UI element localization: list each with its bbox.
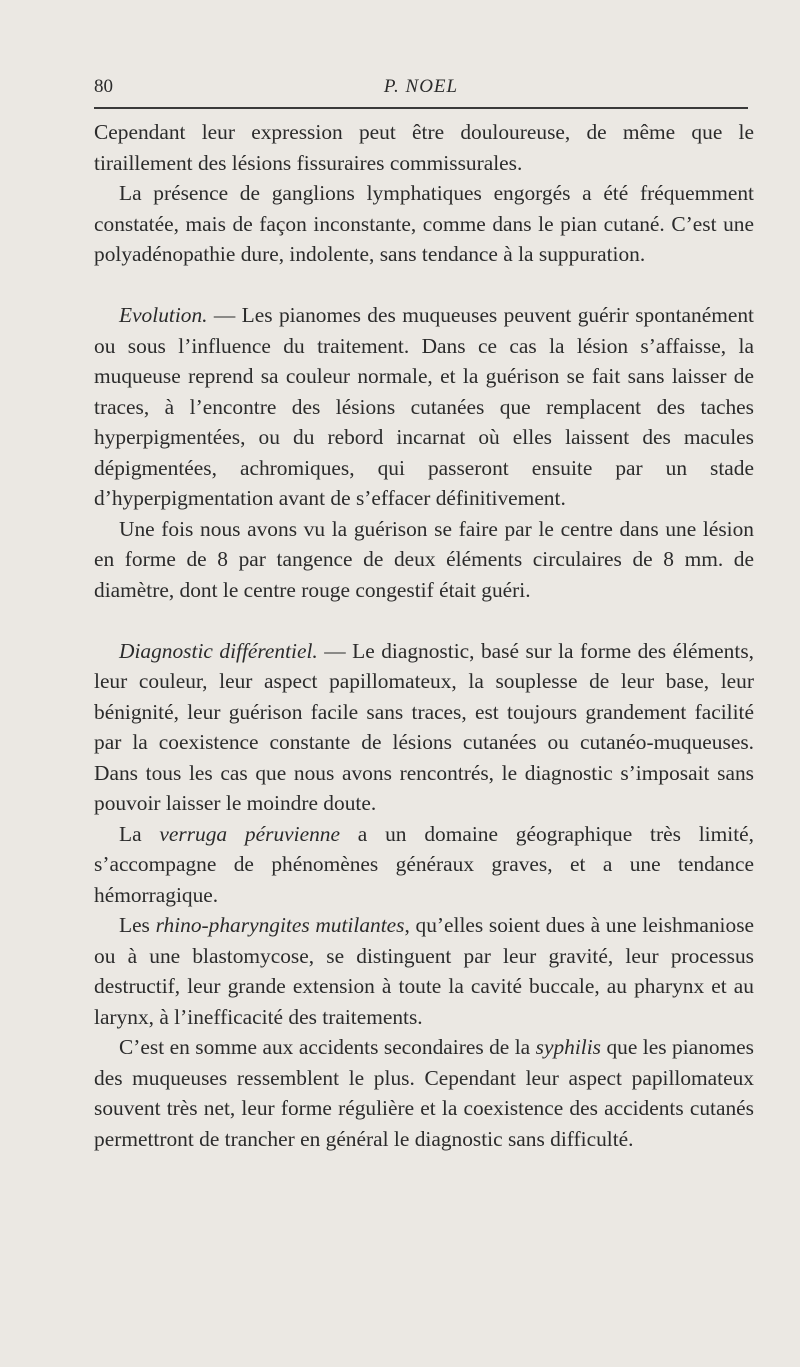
running-head	[94, 74, 748, 104]
text-span: Les	[119, 913, 156, 937]
body-text	[94, 117, 754, 1154]
text-span: C’est en somme aux accidents secondaires de la	[119, 1035, 536, 1059]
paragraph-evolution-text: — Les pianomes des muqueuses peuvent guérir spontanément ou sous l’influence du traitement. Dans ce cas la lésion s’affaisse, la muqueuse reprend sa couleur normale, et la guérison se fait sans laisser de traces, à l’encontre des lésions cutanées que remplacent des taches hyperpigmentées, ou du rebord incarnat où elles laissent des macules dépigmentées, achromiques, qui passeront ensuite par un stade d’hyperpigmentation avant de s’effacer définitivement.	[94, 303, 754, 510]
paragraph-verruga	[94, 819, 754, 911]
section-heading-evolution: Evolution.	[119, 303, 208, 327]
text-span: que les pianomes des muqueuses ressemblent le plus. Cependant leur aspect papillomateux souvent très net, leur forme régulière et la coexistence des accidents cutanés permettront de trancher en général le diagnostic sans difficulté.	[94, 1035, 755, 1151]
paragraph-evolution	[94, 300, 754, 514]
paragraph-syphilis	[94, 1032, 754, 1154]
paragraph-expression: Cependant leur expression peut être douloureuse, de même que le tiraillement des lésions fissuraires commissurales.	[94, 120, 754, 175]
term-verruga: verruga péruvienne	[159, 821, 340, 846]
page-number: 80	[94, 76, 113, 97]
term-syphilis: syphilis	[535, 1035, 602, 1059]
running-title: P. NOEL	[383, 76, 459, 97]
paragraph-diagnostic	[94, 636, 754, 819]
section-heading-diagnostic: Diagnostic différentiel.	[119, 638, 318, 663]
paragraph-ganglions: La présence de ganglions lymphatiques engorgés a été fréquemment constatée, mais de façon inconstante, comme dans le pian cutané. C’est une polyadénopathie dure, indolente, sans tendance à la suppuration.	[94, 181, 754, 266]
term-rhino-pharyngites: rhino-pharyngites mutilantes	[155, 913, 405, 937]
text-span: , qu’elles soient dues à une leishmaniose ou à une blastomycose, se distinguent par leur gravité, leur processus destructif, leur grande extension à toute la cavité buccale, au pharynx et au larynx, à l’inefficacité des traitements.	[94, 913, 755, 1029]
paragraph-guerison: Une fois nous avons vu la guérison se faire par le centre dans une lésion en forme de 8 par tangence de deux éléments circulaires de 8 mm. de diamètre, dont le centre rouge congestif était guéri.	[94, 516, 754, 602]
header-rule	[94, 107, 748, 109]
paragraph-diagnostic-text: — Le diagnostic, basé sur la forme des éléments, leur couleur, leur aspect papillomateux, la souplesse de leur base, leur bénignité, leur guérison facile sans traces, est toujours grandement facilité par la coexistence constante de lésions cutanées ou cutanéo-muqueuses. Dans tous les cas que nous avons rencontrés, le diagnostic s’imposait sans pouvoir laisser le moindre doute.	[94, 638, 754, 815]
text-span: La	[119, 821, 160, 846]
paragraph-rhino-pharyngites	[94, 910, 754, 1032]
text-span: a un domaine géographique très limité, s’accompagne de phénomènes généraux graves, et a une tendance hémorragique.	[94, 821, 754, 907]
